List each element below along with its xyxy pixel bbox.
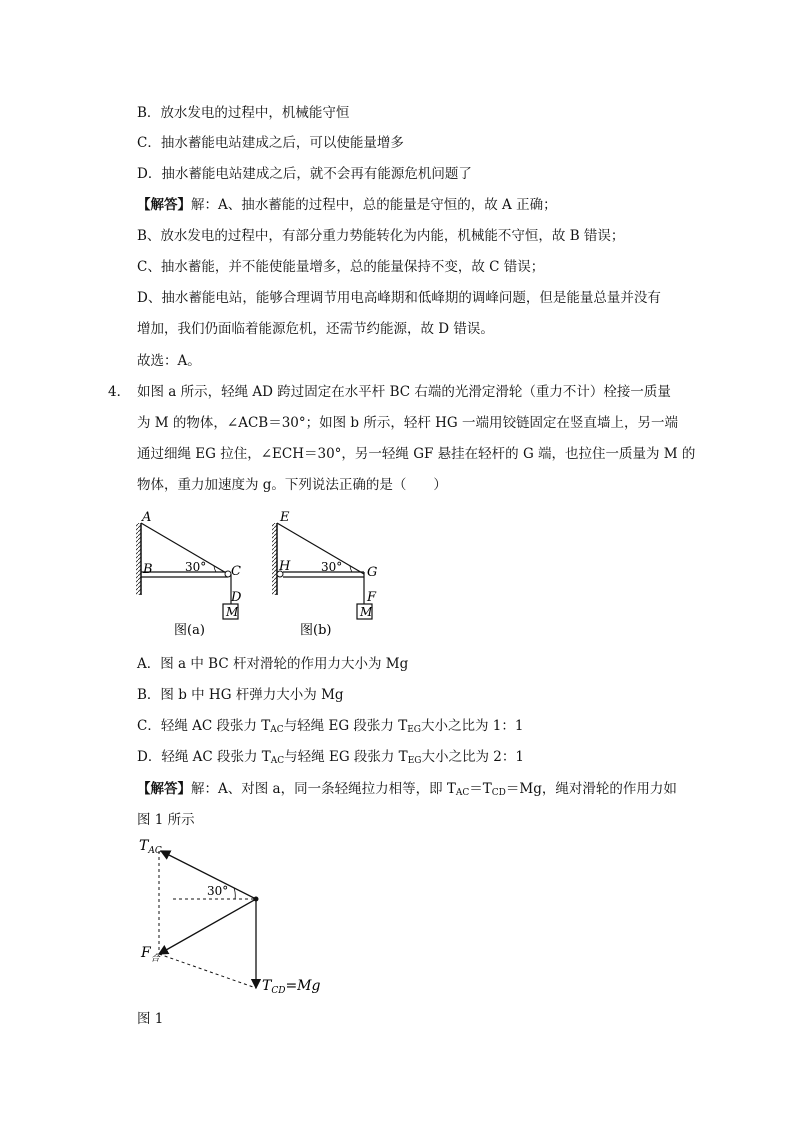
tcd-main: T [262,978,272,994]
sol-pre: 解：A、对图 a，同一条轻绳拉力相等，即 T [191,781,456,797]
tcd-sub: CD [271,986,286,996]
t-ac-sub: AC [148,846,162,856]
sub-ac: AC [270,725,284,735]
answer-label-q4: 【解答】 [137,781,191,797]
label-c: C [231,564,241,579]
option-d-prev: D．抽水蓄能电站建成之后，就不会再有能源危机问题了 [137,166,472,182]
solution-text: 解：A、抽水蓄能的过程中，总的能量是守恒的，故 A 正确； [191,197,557,213]
option-d-pre: D．轻绳 AC 段张力 T [137,749,271,765]
option-c-post: 大小之比为 1：1 [420,718,524,734]
answer-label: 【解答】 [137,197,191,213]
option-d [137,747,524,771]
figure-b [266,508,396,643]
tcd-eq: =Mg [285,978,321,994]
f-sub: 合 [150,954,160,964]
option-b-prev: B．放水发电的过程中，机械能守恒 [137,105,350,121]
question-line-1: 如图 a 所示，轻绳 AD 跨过固定在水平杆 BC 右端的光滑定滑轮（重力不计）栓接一质量 [137,384,671,400]
sol-post: ＝Mg，绳对滑轮的作用力如 [505,781,677,797]
option-d-mid: 与轻绳 EG 段张力 T [284,749,408,765]
option-b: B．图 b 中 HG 杆弹力大小为 Mg [137,687,344,703]
question-number: 4． [108,384,131,400]
label-b: B [143,562,153,577]
option-d-post: 大小之比为 2：1 [421,749,524,765]
label-e: E [280,510,290,525]
t-ac-main: T [139,838,149,854]
label-d: D [231,590,242,605]
q4-solution-line-1 [137,779,677,803]
angle-label: 30° [185,560,207,574]
sub-cd: CD [491,788,506,798]
solution-line-3: C、抽水蓄能，并不能使能量增多，总的能量保持不变，故 C 错误； [137,259,545,275]
option-c [137,716,523,740]
sub-ac: AC [270,756,285,766]
final-answer: 故选：A。 [137,353,201,369]
sol-eq: ＝T [469,781,492,797]
sub-eg: EG [407,756,422,766]
figure-a [130,508,260,643]
question-line-2: 为 M 的物体，∠ACB＝30°；如图 b 所示，轻杆 HG 一端用铰链固定在竖直墙上，另一端 [137,415,679,431]
label-a: A [142,510,152,525]
solution-line-1 [137,195,557,215]
label-f: F [367,590,377,605]
label-m-b: M [360,605,373,619]
q4-solution-line-2: 图 1 所示 [137,812,195,828]
label-t-ac [139,838,162,856]
option-c-pre: C．轻绳 AC 段张力 T [137,718,271,734]
sub-ac: AC [455,788,470,798]
question-line-3: 通过细绳 EG 拉住，∠ECH＝30°，另一轻绳 GF 悬挂在轻杆的 G 端，也拉住一质量为 M 的 [137,446,696,462]
caption-a: 图(a) [174,623,205,638]
option-c-prev: C．抽水蓄能电站建成之后，可以使能量增多 [137,135,404,151]
solution-line-4: D、抽水蓄能电站，能够合理调节用电高峰期和低峰期的调峰问题，但是能量总量并没有 [137,290,661,306]
question-line-4: 物体，重力加速度为 g。下列说法正确的是（ ） [137,477,447,493]
option-a: A．图 a 中 BC 杆对滑轮的作用力大小为 Mg [137,656,409,672]
label-g: G [367,565,378,580]
solution-line-2: B、放水发电的过程中，有部分重力势能转化为内能，机械能不守恒，故 B 错误； [137,228,625,244]
figure-1-caption: 图 1 [137,1011,164,1027]
f-main: F [141,945,151,961]
option-c-mid: 与轻绳 EG 段张力 T [283,718,408,734]
angle-label-fig1: 30° [207,884,229,898]
label-f-he [140,945,161,964]
caption-b: 图(b) [300,623,332,638]
label-h: H [279,559,291,574]
label-m: M [226,605,239,619]
label-t-cd [262,978,321,996]
angle-label-b: 30° [321,560,343,574]
figure-1 [135,836,335,1001]
solution-line-5: 增加，我们仍面临着能源危机，还需节约能源，故 D 错误。 [137,321,494,337]
sub-eg: EG [407,725,421,735]
